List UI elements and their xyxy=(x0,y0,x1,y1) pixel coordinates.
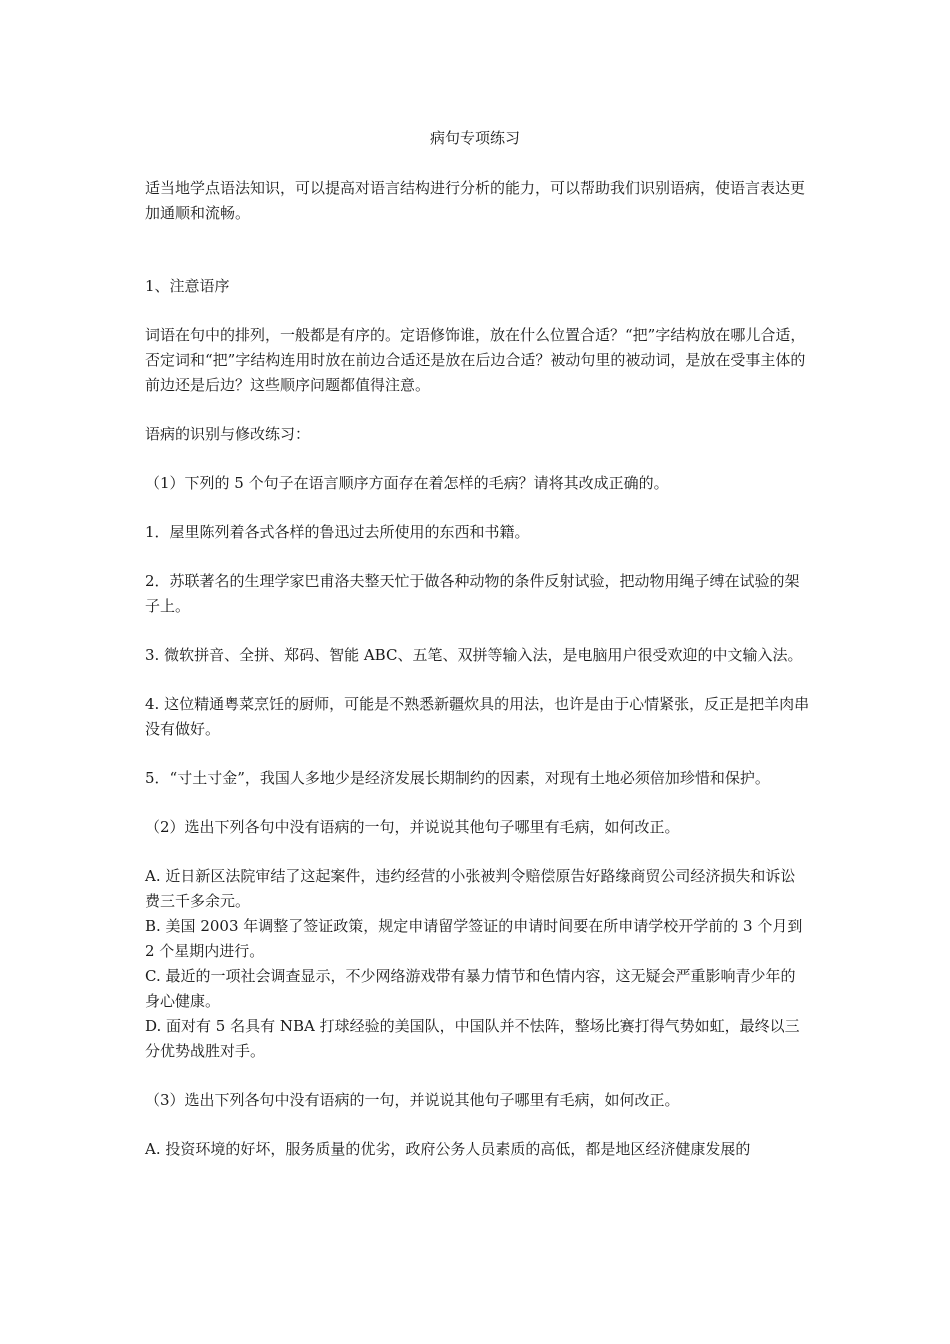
question-2-option: A. 近日新区法院审结了这起案件，违约经营的小张被判令赔偿原告好路缘商贸公司经济损失和诉讼费三千多余元。 xyxy=(145,867,796,910)
question-2-option: C. 最近的一项社会调查显示，不少网络游戏带有暴力情节和色情内容，这无疑会严重影响青少年的身心健康。 xyxy=(145,967,796,1010)
question-2-option: B. 美国 2003 年调整了签证政策，规定申请留学签证的申请时间要在所申请学校开学前的 3 个月到 2 个星期内进行。 xyxy=(145,917,803,960)
question-2-prompt: （2）选出下列各句中没有语病的一句，并说说其他句子哪里有毛病，如何改正。 xyxy=(145,818,680,836)
question-1-item: 2．苏联著名的生理学家巴甫洛夫整天忙于做各种动物的条件反射试验，把动物用绳子缚在试验的架子上。 xyxy=(145,572,800,615)
document-title: 病句专项练习 xyxy=(429,129,520,147)
question-3-option: A. 投资环境的好坏，服务质量的优劣，政府公务人员素质的高低，都是地区经济健康发展的 xyxy=(145,1140,751,1158)
question-1-prompt: （1）下列的 5 个句子在语言顺序方面存在着怎样的毛病？请将其改成正确的。 xyxy=(145,474,669,492)
question-3-prompt: （3）选出下列各句中没有语病的一句，并说说其他句子哪里有毛病，如何改正。 xyxy=(145,1091,680,1109)
intro-paragraph: 适当地学点语法知识，可以提高对语言结构进行分析的能力，可以帮助我们识别语病，使语言表达更加通顺和流畅。 xyxy=(145,179,806,222)
question-1-item: 4. 这位精通粤菜烹饪的厨师，可能是不熟悉新疆炊具的用法，也许是由于心情紧张，反正是把羊肉串没有做好。 xyxy=(145,695,810,738)
question-1-item: 3. 微软拼音、全拼、郑码、智能 ABC、五笔、双拼等输入法，是电脑用户很受欢迎的中文输入法。 xyxy=(145,646,803,664)
exercise-label: 语病的识别与修改练习： xyxy=(145,425,311,443)
section-description: 词语在句中的排列，一般都是有序的。定语修饰谁，放在什么位置合适？“把”字结构放在哪儿合适，否定词和“把”字结构连用时放在前边合适还是放在后边合适？被动句里的被动词，是放在受事主体的前边还是后边？这些顺序问题都值得注意。 xyxy=(145,326,806,394)
question-1-item: 5．“寸土寸金”，我国人多地少是经济发展长期制约的因素，对现有土地必须倍加珍惜和保护。 xyxy=(145,769,770,787)
question-2-option: D. 面对有 5 名具有 NBA 打球经验的美国队，中国队并不怯阵，整场比赛打得气势如虹，最终以三分优势战胜对手。 xyxy=(145,1017,800,1060)
document-body xyxy=(145,176,810,1162)
question-1-item: 1．屋里陈列着各式各样的鲁迅过去所使用的东西和书籍。 xyxy=(145,523,530,541)
section-heading: 1、注意语序 xyxy=(145,277,230,295)
